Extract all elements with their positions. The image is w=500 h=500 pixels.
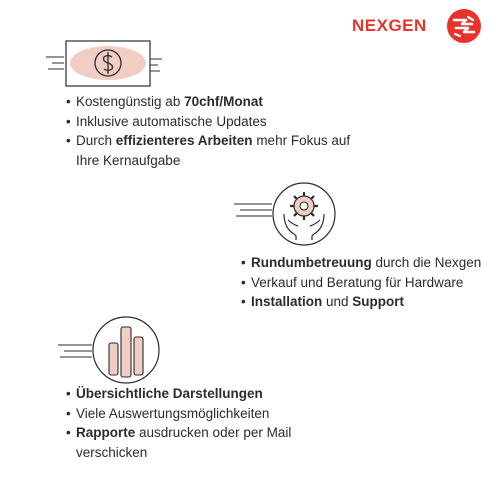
bar-chart-icon — [56, 315, 166, 387]
list-item: • Durch effizienteres Arbeiten mehr Fokus auf Ihre Kernaufgabe — [66, 131, 366, 170]
pricing-feature-list — [66, 92, 366, 170]
list-item: • Inklusive automatische Updates — [66, 112, 366, 132]
list-item: • Rapporte ausdrucken oder per Mail verschicken — [66, 423, 366, 462]
list-item: • Viele Auswertungsmöglichkeiten — [66, 404, 366, 424]
list-item: • Kostengünstig ab 70chf/Monat — [66, 92, 366, 112]
list-item: • Rundumbetreuung durch die Nexgen — [241, 253, 491, 273]
brand-name: NEXGEN — [352, 16, 427, 35]
reporting-feature-list — [66, 384, 366, 462]
list-item: • Übersichtliche Darstellungen — [66, 384, 366, 404]
nexgen-logo-icon — [446, 8, 482, 44]
support-feature-list — [241, 253, 491, 312]
money-bill-icon — [44, 35, 164, 95]
list-item: • Verkauf und Beratung für Hardware — [241, 273, 491, 293]
brand-logo — [352, 8, 492, 44]
list-item: • Installation und Support — [241, 292, 491, 312]
hands-gear-icon — [232, 180, 342, 250]
